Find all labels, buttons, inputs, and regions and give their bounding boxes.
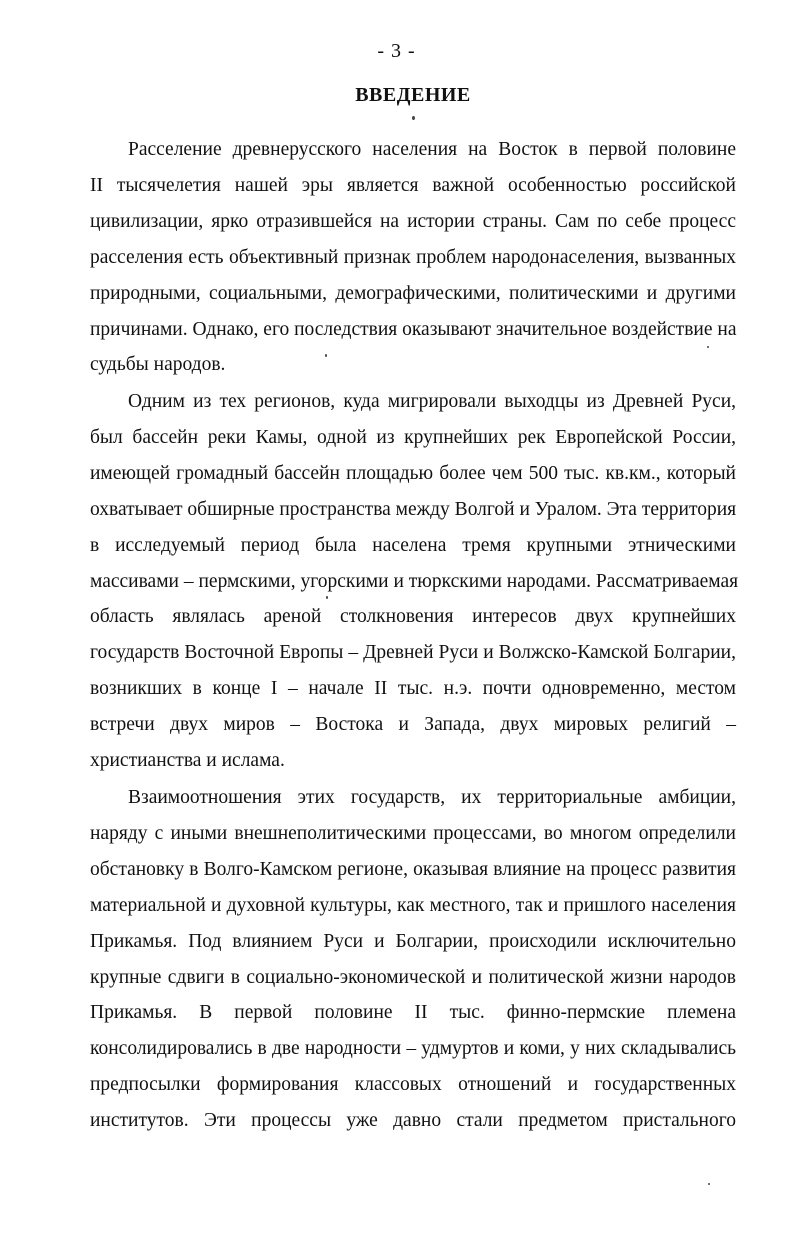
scan-speck — [707, 346, 709, 348]
paragraph-2-line-11: христианства и ислама. — [90, 750, 285, 772]
paragraph-1-line-1: Расселение древнерусского населения на Восток в первой половине — [128, 139, 736, 160]
paragraph-2-line-7: область являлась ареной столкновения интересов двух крупнейших — [90, 606, 736, 628]
paragraph-1-line-7: судьбы народов. — [90, 354, 226, 376]
paragraph-2-line-9: возникших в конце I – начале II тыс. н.э. почти одновременно, местом — [90, 678, 736, 700]
paragraph-3-line-2: наряду с иными внешнеполитическими процессами, во многом определили — [90, 822, 736, 844]
paragraph-3-line-6: крупные сдвиги в социально-экономической и политической жизни народов — [90, 966, 736, 988]
paragraph-1-line-2: II тысячелетия нашей эры является важной особенностью российской — [90, 174, 736, 196]
paragraph-1-line-5: природными, социальными, демографическими, политическими и другими — [90, 282, 736, 304]
scan-speck — [325, 354, 327, 357]
paragraph-2-line-3: имеющей громадный бассейн площадью более чем 500 тыс. кв.км., который — [90, 462, 736, 484]
scan-speck — [412, 116, 415, 120]
paragraph-3-line-3: обстановку в Волго-Камском регионе, оказывая влияние на процесс развития — [90, 858, 736, 880]
paragraph-2-line-10: встречи двух миров – Востока и Запада, двух мировых религий – — [90, 714, 736, 736]
page-number: - 3 - — [377, 40, 416, 62]
section-heading: ВВЕДЕНИЕ — [355, 84, 471, 106]
paragraph-1-line-4: расселения есть объективный признак проблем народонаселения, вызванных — [90, 246, 736, 268]
paragraph-2-line-4: охватывает обширные пространства между Волгой и Уралом. Эта территория — [90, 498, 737, 520]
paragraph-3-line-5: Прикамья. Под влиянием Руси и Болгарии, происходили исключительно — [90, 930, 736, 952]
paragraph-3-line-7: Прикамья. В первой половине II тыс. финно-пермские племена — [90, 1002, 736, 1024]
paragraph-2 — [90, 384, 739, 779]
paragraph-2-line-6: массивами – пермскими, угорскими и тюркскими народами. Рассматриваемая — [90, 570, 739, 592]
paragraph-3-line-9: предпосылки формирования классовых отношений и государственных — [90, 1074, 736, 1096]
paragraph-3-line-1: Взаимоотношения этих государств, их территориальные амбиции, — [128, 787, 736, 808]
paragraph-2-line-1: Одним из тех регионов, куда мигрировали выходцы из Древней Руси, — [128, 391, 736, 412]
paragraph-3-line-10: институтов. Эти процессы уже давно стали предметом пристального — [90, 1110, 736, 1132]
paragraph-3 — [90, 780, 736, 1139]
paragraph-3-line-8: консолидировались в две народности – удмуртов и коми, у них складывались — [90, 1038, 736, 1060]
paragraph-1 — [90, 132, 736, 383]
scan-speck — [708, 1183, 710, 1185]
paragraph-1-line-3: цивилизации, ярко отразившейся на истории страны. Сам по себе процесс — [90, 210, 736, 232]
paragraph-2-line-5: в исследуемый период была населена тремя крупными этническими — [90, 534, 736, 556]
paragraph-2-line-8: государств Восточной Европы – Древней Руси и Волжско-Камской Болгарии, — [90, 642, 736, 664]
paragraph-2-line-2: был бассейн реки Камы, одной из крупнейших рек Европейской России, — [90, 426, 736, 448]
paragraph-3-line-4: материальной и духовной культуры, как местного, так и пришлого населения — [90, 894, 736, 916]
paragraph-1-line-6: причинами. Однако, его последствия оказывают значительное воздействие на — [90, 318, 737, 340]
scan-speck — [326, 596, 328, 599]
